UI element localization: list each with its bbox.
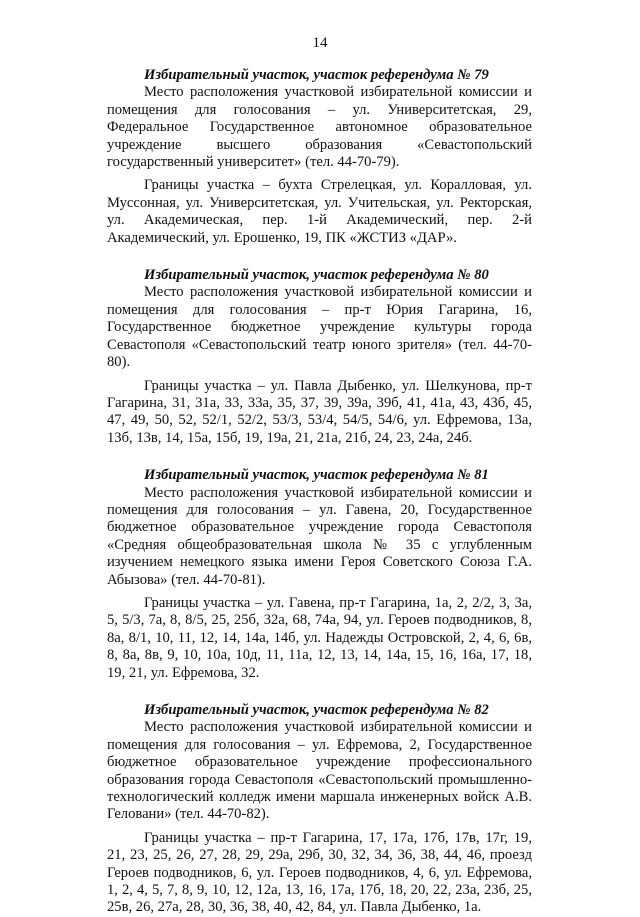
section-heading: Избирательный участок, участок референдума № 81 <box>144 467 489 484</box>
boundaries-paragraph: Границы участка – ул. Гавена, пр-т Гагарина, 1а, 2, 2/2, 3, 3а, 5, 5/3, 7а, 8, 8/5, 25, 25б, 32а, 68, 74а, 94, ул. Героев подводников, 8, 8а, 8/1, 10, 11, 12, 14, 14а, 14б, ул. Надежды Островской, 2, 4, 6, 6в, 8, 8а, 8в, 9, 10, 10а, 10д, 11, 11а, 12, 13, 14, 14а, 15, 16, 16а, 17, 18, 19, 21, ул. Ефремова, 32. <box>107 594 532 681</box>
polling-station-80 <box>107 267 532 447</box>
document-body <box>107 67 532 917</box>
section-heading: Избирательный участок, участок референдума № 79 <box>144 67 489 83</box>
boundaries-paragraph: Границы участка – бухта Стрелецкая, ул. Коралловая, ул. Муссонная, ул. Университетская, ул. Учительская, ул. Ректорская, ул. Академическая, пер. 1-й Академический, пер. 2-й Академический, ул. Ерошенко, 19, ПК «ЖСТИЗ «ДАР». <box>107 177 532 246</box>
polling-station-82 <box>107 702 532 917</box>
polling-station-79 <box>107 67 532 247</box>
section-heading: Избирательный участок, участок референдума № 80 <box>144 267 489 284</box>
location-paragraph: Место расположения участковой избирательной комиссии и помещения для голосования – ул. Университетская, 29, Федеральное Государственное автономное образовательное учреждение высшего образования «Севастопольский государственный университет» (тел. 44-70-79). <box>107 84 532 171</box>
location-paragraph: Место расположения участковой избирательной комиссии и помещения для голосования – ул. Гавена, 20, Государственное бюджетное образовательное учреждение города Севастополя «Средняя общеобразовательная школа № 35 с углубленным изучением немецкого языка имени Героя Советского Союза Г.А. Абызова» (тел. 44-70-81). <box>107 484 532 588</box>
polling-station-81 <box>107 467 532 682</box>
location-paragraph: Место расположения участковой избирательной комиссии и помещения для голосования – ул. Ефремова, 2, Государственное бюджетное образовательное учреждение профессионального образования города Севастополя «Севастопольский промышленно-технологический колледж имени маршала инженерных войск А.В. Геловани» (тел. 44-70-82). <box>107 719 532 823</box>
boundaries-paragraph: Границы участка – ул. Павла Дыбенко, ул. Шелкунова, пр-т Гагарина, 31, 31а, 33, 33а, 35, 37, 39, 39а, 39б, 41, 41а, 43, 43б, 45, 47, 49, 50, 52, 52/1, 52/2, 53/3, 53/4, 54/5, 54/6, ул. Ефремова, 13а, 13б, 13в, 14, 15а, 15б, 19, 19а, 21, 21а, 21б, 24, 23, 24а, 24б. <box>107 377 532 446</box>
section-heading: Избирательный участок, участок референдума № 82 <box>144 702 489 718</box>
page-number: 14 <box>312 35 328 51</box>
location-paragraph: Место расположения участковой избирательной комиссии и помещения для голосования – пр-т Юрия Гагарина, 16, Государственное бюджетное учреждение культуры города Севастополя «Севастопольский театр юного зрителя» (тел. 44-70-80). <box>107 284 532 371</box>
boundaries-paragraph: Границы участка – пр-т Гагарина, 17, 17а, 17б, 17в, 17г, 19, 21, 23, 25, 26, 27, 28, 29, 29а, 29б, 30, 32, 34, 36, 38, 44, 46, проезд Героев подводников, 6, ул. Героев подводников, 4, 6, ул. Ефремова, 1, 2, 4, 5, 7, 8, 9, 10, 12, 12а, 13, 16, 17а, 17б, 18, 20, 22, 23а, 23б, 25, 25в, 26, 27а, 28, 30, 36, 38, 40, 42, 84, ул. Павла Дыбенко, 1а. <box>107 829 532 916</box>
